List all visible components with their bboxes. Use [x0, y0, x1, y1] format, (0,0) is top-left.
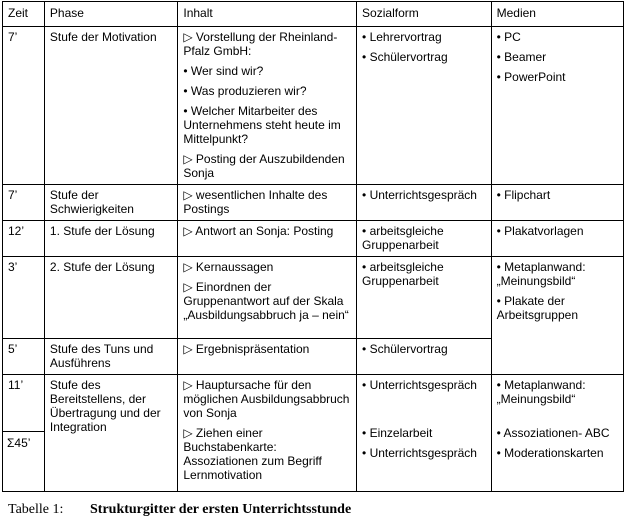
inhalt-cell: [178, 339, 357, 375]
sozialform-cell: [357, 257, 492, 339]
zeit-total: Σ45’: [2, 431, 45, 450]
sozialform-item: • Schülervortrag: [362, 50, 448, 64]
sozialform-item: • Einzelarbeit: [362, 426, 433, 440]
phase-cell: Stufe der Schwierigkeiten: [44, 185, 177, 221]
medien-item: • Plakate der Arbeitsgruppen: [496, 294, 578, 322]
inhalt-item: ▷ Einordnen der Gruppenantwort auf der Skala „Ausbildungsabbruch ja – nein“: [183, 280, 349, 322]
phase-cell: 2. Stufe der Lösung: [44, 257, 177, 339]
sozialform-item: • Unterrichtsgespräch: [362, 446, 477, 460]
header-phase: Phase: [44, 2, 177, 27]
medien-item: • Assoziationen- ABC: [496, 426, 610, 440]
header-medien: Medien: [491, 2, 623, 27]
zeit-cell: 7’: [3, 185, 45, 221]
medien-cell: [491, 185, 623, 221]
medien-item: • Beamer: [496, 50, 547, 64]
inhalt-item: • Wer sind wir?: [183, 64, 264, 78]
inhalt-item: ▷ Kernaussagen: [183, 260, 274, 274]
inhalt-cell: [178, 221, 357, 257]
zeit-cell: 5’: [3, 339, 45, 375]
sozialform-cell: [357, 339, 492, 375]
medien-cell: [491, 221, 623, 257]
inhalt-item: ▷ Ergebnispräsentation: [183, 342, 310, 356]
zeit-cell: [3, 375, 45, 492]
zeit-cell: 3’: [3, 257, 45, 339]
table-row: [3, 257, 624, 339]
table-header-row: [3, 2, 624, 27]
sozialform-item: • Unterrichtsgespräch: [362, 188, 477, 202]
medien-cell: [491, 375, 623, 492]
medien-item: • PC: [496, 30, 521, 44]
zeit-cell: 12’: [3, 221, 45, 257]
caption-number: Tabelle 1:: [8, 502, 64, 517]
sozialform-item: • Unterrichtsgespräch: [362, 378, 477, 392]
inhalt-cell: [178, 257, 357, 339]
table-row: [3, 375, 624, 492]
sozialform-item: • arbeitsgleiche Gruppenarbeit: [362, 224, 444, 252]
inhalt-cell: [178, 375, 357, 492]
inhalt-item: ▷ Antwort an Sonja: Posting: [183, 224, 334, 238]
medien-item: • Metaplanwand: „Meinungsbild“: [496, 260, 586, 288]
table-caption: [8, 502, 351, 518]
zeit-value: 11’: [8, 378, 24, 392]
medien-item: • Moderationskarten: [496, 446, 604, 460]
medien-item: • Flipchart: [496, 188, 551, 202]
medien-cell: [491, 257, 623, 375]
caption-title: Strukturgitter der ersten Unterrichtsstunde: [90, 502, 352, 517]
medien-cell: [491, 27, 623, 185]
inhalt-item: ▷ Ziehen einer Buchstabenkarte: Assoziationen zum Begriff Lernmotivation: [183, 426, 322, 482]
phase-cell: Stufe des Tuns und Ausführens: [44, 339, 177, 375]
sozialform-cell: [357, 375, 492, 492]
zeit-cell: 7’: [3, 27, 45, 185]
inhalt-item: ▷ Hauptursache für den möglichen Ausbildungsabbruch von Sonja: [183, 378, 350, 420]
sozialform-item: • Lehrervortrag: [362, 30, 442, 44]
inhalt-item: • Welcher Mitarbeiter des Unternehmens steht heute im Mittelpunkt?: [183, 104, 341, 146]
table-row: [3, 221, 624, 257]
sozialform-cell: [357, 185, 492, 221]
phase-cell: 1. Stufe der Lösung: [44, 221, 177, 257]
inhalt-cell: [178, 185, 357, 221]
medien-item: • PowerPoint: [496, 70, 566, 84]
sozialform-cell: [357, 27, 492, 185]
sozialform-cell: [357, 221, 492, 257]
header-inhalt: Inhalt: [178, 2, 357, 27]
medien-item: • Plakatvorlagen: [496, 224, 584, 238]
phase-cell: Stufe des Bereitstellens, der Übertragung und der Integration: [44, 375, 177, 492]
medien-item: • Metaplanwand: „Meinungsbild“: [496, 378, 586, 406]
table-row: [3, 27, 624, 185]
table-row: [3, 185, 624, 221]
sozialform-item: • arbeitsgleiche Gruppenarbeit: [362, 260, 444, 288]
inhalt-item: ▷ wesentlichen Inhalte des Postings: [183, 188, 328, 216]
inhalt-item: ▷ Posting der Auszubildenden Sonja: [183, 152, 345, 180]
inhalt-cell: [178, 27, 357, 185]
inhalt-item: ▷ Vorstellung der Rheinland-Pfalz GmbH:: [183, 30, 338, 58]
lesson-structure-table: [2, 1, 624, 492]
header-sozialform: Sozialform: [357, 2, 492, 27]
header-zeit: Zeit: [3, 2, 45, 27]
phase-cell: Stufe der Motivation: [44, 27, 177, 185]
inhalt-item: • Was produzieren wir?: [183, 84, 307, 98]
sozialform-item: • Schülervortrag: [362, 342, 448, 356]
